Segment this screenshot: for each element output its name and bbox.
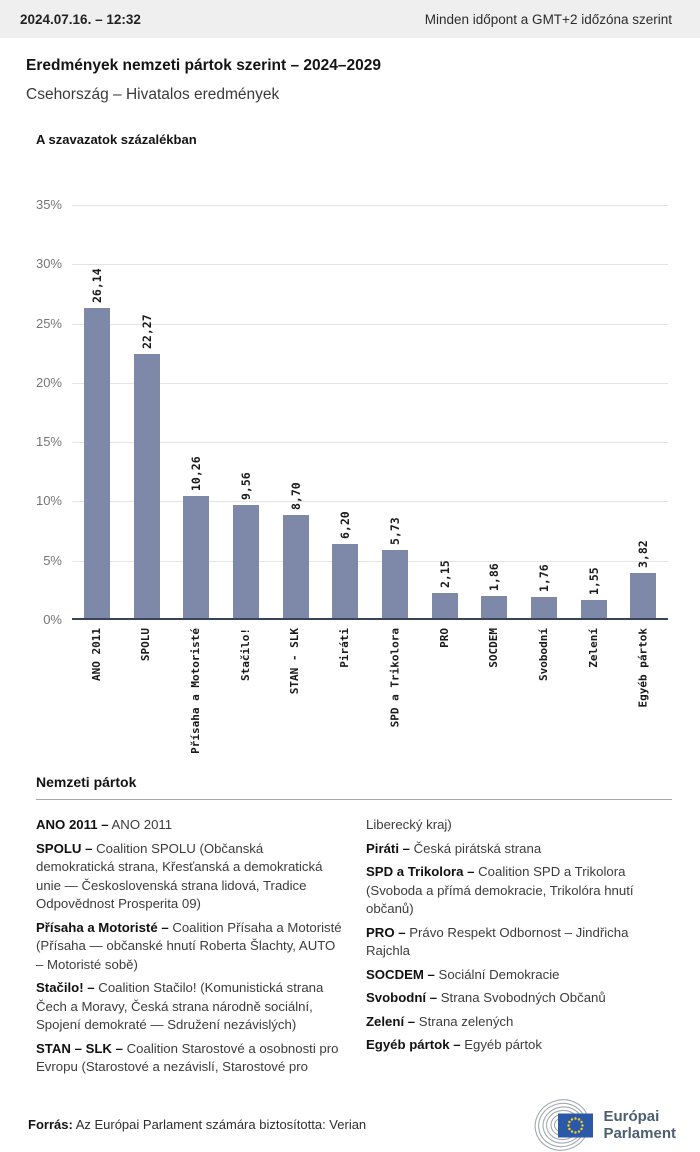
- value-label: 1,55: [586, 567, 601, 595]
- legend-entry: ANO 2011 – ANO 2011: [36, 817, 173, 832]
- chart-title: A szavazatok százalékban: [36, 132, 197, 147]
- value-label: 5,73: [387, 517, 402, 545]
- bar-slot: [122, 205, 172, 618]
- category-label: Egyéb pártok: [636, 628, 650, 708]
- bar-slot: [271, 205, 321, 618]
- datetime-label: 2024.07.16. – 12:32: [20, 11, 141, 27]
- legend-entry: Zelení – Strana zelených: [366, 1013, 514, 1029]
- page-title: Eredmények nemzeti pártok szerint – 2024–2029: [26, 57, 381, 74]
- source-label: Forrás:: [28, 1117, 73, 1132]
- value-label: 26,14: [89, 268, 104, 303]
- eu-flag-icon: [558, 1113, 593, 1137]
- bar-Zelení: [581, 600, 607, 618]
- value-label: 9,56: [238, 472, 253, 500]
- legend-entry: SOCDEM – Sociální Demokracie: [366, 966, 560, 982]
- legend-divider: [36, 799, 672, 800]
- bar-slot: [618, 205, 668, 618]
- legend-entry: Stačilo! – Coalition Stačilo! (Komunistická strana Čech a Moravy, Česká strana národně sociální, Spojení demokraté — Sdružení nezávislých): [36, 980, 324, 1032]
- legend-entry: Piráti – Česká pirátská strana: [366, 840, 542, 856]
- x-label-slot: [221, 620, 271, 758]
- category-label: Přísaha a Motoristé: [189, 628, 203, 754]
- x-axis-gutter: [36, 620, 72, 758]
- value-label: 3,82: [636, 540, 651, 568]
- bar-slot: [221, 205, 271, 618]
- bar-PRO: [432, 593, 458, 618]
- source-note: [28, 1117, 366, 1132]
- category-label: Svobodní: [536, 628, 550, 681]
- x-label-slot: [469, 620, 519, 758]
- bar-slot: [519, 205, 569, 618]
- legend-entry: STAN – SLK – Coalition Starostové a osobnosti pro Evropu (Starostové a nezávislí, Starostové pro: [36, 1040, 339, 1074]
- x-label-slot: [420, 620, 470, 758]
- x-label-slot: [519, 620, 569, 758]
- bars-container: [72, 205, 668, 618]
- x-label-slot: [171, 620, 221, 758]
- legend-entry: Svobodní – Strana Svobodných Občanů: [366, 990, 606, 1005]
- category-label: SPD a Trikolora: [387, 628, 401, 728]
- x-label-slot: [320, 620, 370, 758]
- bar-chart: [35, 197, 668, 627]
- value-label: 8,70: [288, 482, 303, 510]
- category-label: ANO 2011: [89, 628, 103, 681]
- category-label: PRO: [437, 628, 451, 648]
- category-label: Zelení: [586, 628, 600, 668]
- bar-slot: [469, 205, 519, 618]
- bar-Piráti: [332, 544, 358, 618]
- page-subtitle: Csehország – Hivatalos eredmények: [26, 86, 280, 103]
- value-label: 22,27: [139, 314, 154, 349]
- legend-entry: SPOLU – Coalition SPOLU (Občanská demokratická strana, Křesťanská a demokratická unie — Československá strana lidová, Tradice Odpovědnost Prosperita 09): [36, 840, 323, 911]
- legend-entry: Egyéb pártok – Egyéb pártok: [366, 1037, 542, 1052]
- legend-entry: PRO – Právo Respekt Odbornost – Jindřicha Rajchla: [366, 924, 629, 958]
- value-label: 10,26: [189, 456, 204, 491]
- bar-SPD a Trikolora: [382, 550, 408, 618]
- y-tick-label: 20%: [35, 374, 62, 390]
- bar-slot: [72, 205, 122, 618]
- legend-heading: Nemzeti pártok: [36, 774, 137, 790]
- y-tick-label: 30%: [35, 256, 62, 272]
- bar-slot: [171, 205, 221, 618]
- legend-entry: Liberecký kraj): [366, 817, 452, 832]
- y-tick-label: 25%: [35, 315, 62, 331]
- value-label: 1,76: [536, 564, 551, 592]
- topbar: [0, 0, 700, 38]
- x-label-slot: [569, 620, 619, 758]
- x-label-slot: [271, 620, 321, 758]
- bar-slot: [420, 205, 470, 618]
- y-tick-label: 0%: [43, 612, 62, 627]
- bar-SPOLU: [134, 354, 160, 618]
- category-label: STAN - SLK: [288, 628, 302, 695]
- y-tick-label: 35%: [35, 197, 62, 212]
- x-label-slot: [72, 620, 122, 758]
- bar-Přísaha a Motoristé: [183, 496, 209, 618]
- eu-parliament-hemicycle-icon: [534, 1098, 594, 1152]
- x-label-slot: [370, 620, 420, 758]
- category-label: SOCDEM: [487, 628, 501, 668]
- bar-ANO 2011: [84, 308, 110, 618]
- bar-slot: [370, 205, 420, 618]
- category-label: Stačilo!: [238, 628, 252, 681]
- legend-entry: SPD a Trikolora – Coalition SPD a Trikolora (Svoboda a přímá demokracie, Trikolóra hnutí občanů): [366, 864, 634, 916]
- bar-slot: [320, 205, 370, 618]
- plot-area: [72, 205, 668, 620]
- source-text: Az Európai Parlament számára biztosította: Verian: [72, 1117, 367, 1132]
- eu-parliament-logo: [534, 1098, 676, 1152]
- bar-Egyéb pártok: [630, 573, 656, 618]
- footer: [28, 1098, 676, 1152]
- bar-Stačilo!: [233, 505, 259, 618]
- category-label: Piráti: [338, 628, 352, 668]
- legend-column-right: [366, 816, 672, 1082]
- y-axis: [35, 197, 72, 627]
- x-axis-labels: [36, 620, 668, 758]
- bar-SOCDEM: [481, 596, 507, 618]
- x-label-slot: [618, 620, 668, 758]
- party-legend-section: [36, 774, 672, 1082]
- x-label-slot: [122, 620, 172, 758]
- value-label: 1,86: [487, 563, 502, 591]
- legend-column-left: [36, 816, 342, 1082]
- category-label: SPOLU: [139, 628, 153, 662]
- bar-Svobodní: [531, 597, 557, 618]
- logo-wordmark: Európai Parlament: [603, 1107, 676, 1142]
- bar-slot: [569, 205, 619, 618]
- value-label: 2,15: [437, 560, 452, 588]
- y-tick-label: 15%: [35, 434, 62, 450]
- value-label: 6,20: [338, 511, 353, 539]
- timezone-note: Minden időpont a GMT+2 időzóna szerint: [424, 11, 672, 27]
- legend-entry: Přísaha a Motoristé – Coalition Přísaha a Motoristé (Přísaha — občanské hnutí Roberta Šlachty, AUTO – Motoristé sobě): [36, 919, 342, 972]
- results-chart-section: [36, 132, 668, 758]
- y-tick-label: 10%: [35, 493, 62, 509]
- bar-STAN - SLK: [283, 515, 309, 618]
- y-tick-label: 5%: [43, 552, 62, 568]
